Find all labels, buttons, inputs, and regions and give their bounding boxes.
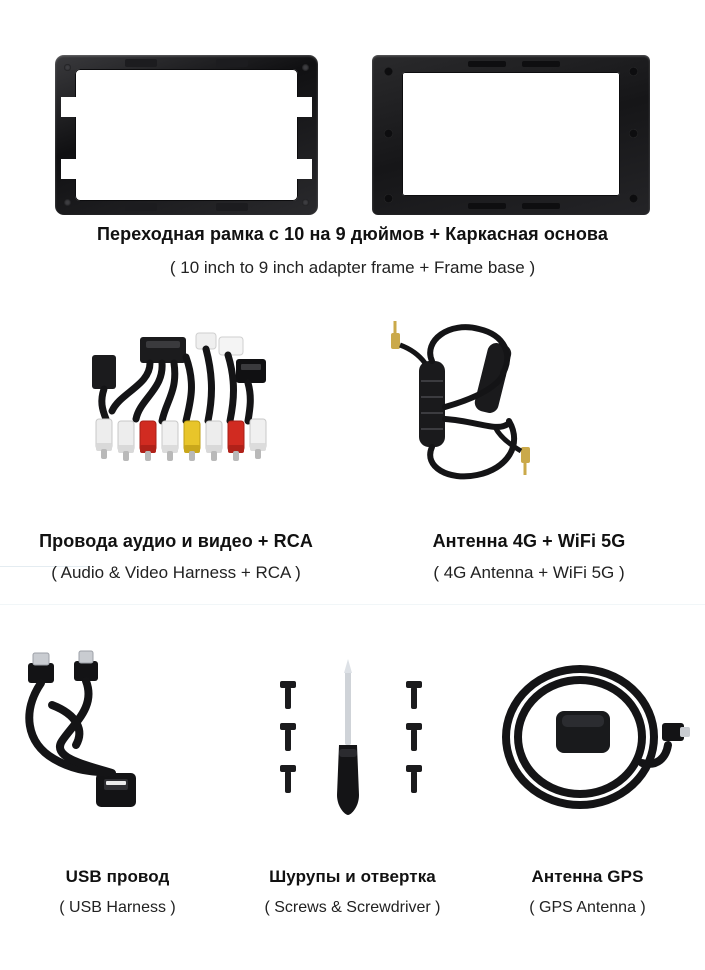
screws-label-ru: Шурупы и отвертка — [269, 867, 436, 886]
matte-frame-base-icon — [372, 55, 650, 215]
adapter-frame-label-en: ( 10 inch to 9 inch adapter frame + Frame base ) — [169, 258, 536, 277]
section-harness-antenna — [0, 315, 705, 615]
gps-antenna-label-en: ( GPS Antenna ) — [529, 899, 646, 916]
usb-harness-label-en: ( USB Harness ) — [59, 899, 176, 916]
item-screws-screwdriver — [235, 645, 470, 945]
av-harness-label-en: ( Audio & Video Harness + RCA ) — [51, 563, 301, 582]
av-harness-label-ru: Провода аудио и видео + RCA — [39, 531, 313, 551]
gps-antenna-puck-icon — [470, 645, 705, 840]
glossy-frame-icon — [55, 55, 318, 215]
usb-cable-icon — [0, 645, 235, 840]
antenna-4g-label-ru: Антенна 4G + WiFi 5G — [432, 531, 626, 551]
item-av-harness — [0, 315, 352, 615]
wiring-harness-rca-icon — [0, 315, 352, 500]
screws-label-en: ( Screws & Screwdriver ) — [264, 899, 441, 916]
antenna-4g-label-en: ( 4G Antenna + WiFi 5G ) — [433, 563, 625, 582]
4g-wifi-antenna-icon — [353, 315, 705, 500]
usb-harness-label-ru: USB провод — [65, 867, 170, 886]
gps-antenna-label-ru: Антенна GPS — [531, 867, 644, 886]
screwdriver-and-screws-icon — [235, 645, 470, 840]
adapter-frame-label-ru: Переходная рамка с 10 на 9 дюймов + Каркасная основа — [97, 224, 608, 244]
section-usb-screws-gps — [0, 645, 705, 945]
adapter-frame-images — [0, 22, 705, 202]
item-adapter-frame — [0, 0, 705, 300]
item-usb-harness — [0, 645, 235, 945]
item-antenna-4g-wifi — [353, 315, 705, 615]
item-gps-antenna — [470, 645, 705, 945]
